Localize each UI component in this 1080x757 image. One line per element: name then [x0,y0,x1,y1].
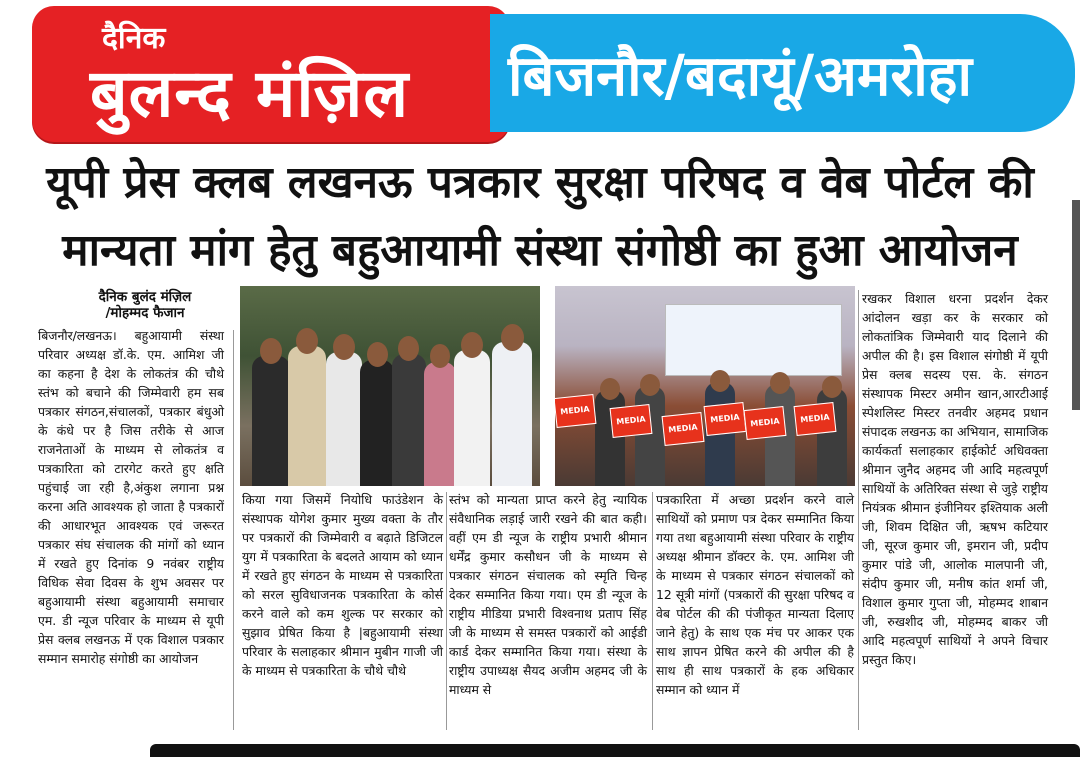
media-sign: MEDIA [662,412,705,446]
adjacent-page-edge [1072,200,1080,410]
media-sign: MEDIA [610,404,653,438]
media-sign: MEDIA [704,402,747,436]
masthead-title: बुलन्द मंज़िल [90,55,410,132]
article-column-1: बिजनौर/लखनऊ। बहुआयामी संस्था परिवार अध्यक्ष डॉ.के. एम. आमिश जी का कहना है देश के लोकतंत्र की चौथे स्तंभ को बचाने की जिम्मेवारी हम सब पत्रकार संगठन,संचालकों, पत्रकार बंधुओ के कंधे पर है जिस तरीके से आज राजनेताओं के माध्यम से लोकतंत्र व पत्रकारिता को टारगेट करते हुए क्षति पहुंचाई जा रही है,अंकुश लगाना प्रश्न करना अति आवश्यक हो जाता है पत्रकारों की आधारभूत आवश्यक एवं जरूरत पत्रकार संघ संचालक की मांगों को ध्यान में रखते हुए दिनांक 9 नवंबर राष्ट्रीय विधिक सेवा दिवस के शुभ अवसर पर बहुआयामी संस्था बहुआयामी समाचार एम. डी न्यूज परिवार के माध्यम से यूपी प्रेस क्लब लखनऊ में एक विशाल पत्रकार सम्मान समारोह संगोष्ठी का आयोजन [38,328,224,666]
byline-paper: दैनिक बुलंद मंज़िल [98,289,192,305]
headline-line-1: यूपी प्रेस क्लब लखनऊ पत्रकार सुरक्षा परिषद व वेब पोर्टल की [46,157,1034,208]
media-sign: MEDIA [744,406,787,440]
media-sign: MEDIA [555,394,596,428]
masthead-region: बिजनौर/बदायूं/अमरोहा [508,44,973,109]
stage-banner [665,304,842,376]
masthead-logo-block [32,6,510,142]
article-column-4: पत्रकारिता में अच्छा प्रदर्शन करने वाले साथियों को प्रमाण पत्र देकर सम्मानित किया गया तथा बहुआयामी संस्था परिवार के राष्ट्रीय अध्यक्ष श्रीमान डॉक्टर के. एम. आमिश जी के माध्यम से पत्रकार संगठन संचालकों को 12 सूत्री मांगों (पत्रकारों की सुरक्षा परिषद व वेब पोर्टल की की पंजीकृत मान्यता दिलाए जाने हेतु) के साथ एक मंच पर आकर एक साथ ज्ञापन प्रेषित करने की अपील की है साथ ही साथ पत्रकारों के हक अधिकार सम्मान को ध्यान में [656,492,854,697]
article-column-2: किया गया जिसमें नियोधि फाउंडेशन के संस्थापक योगेश कुमार मुख्य वक्ता के तौर पर पत्रकारों की जिम्मेवारी व बढ़ाते डिजिटल युग में पत्रकारिता के बदलते आयाम को ध्यान में रखते हुए संगठन के माध्यम से पत्रकारिता को सरल सुविधाजनक पत्रकारिता के कोर्स करने वाले को कम शुल्क पर सरकार को सुझाव प्रेषित किया है |बहुआयामी संस्था परिवार के सलाहकार श्रीमान मुबीन गाजी जी के माध्यम से पत्रकारिता के चौथे चौथे [242,492,443,678]
media-sign: MEDIA [794,402,837,436]
column-divider [233,330,234,730]
column-divider [446,492,447,730]
column-divider [652,492,653,730]
stage-photo [555,286,855,486]
article-column-5: रखकर विशाल धरना प्रदर्शन देकर आंदोलन खड़ा कर के सरकार को लोकतांत्रिक जिम्मेवारी याद दिलाने की अपील की है। इस विशाल संगोष्ठी में यूपी प्रेस क्लब सदस्य एस. के. संगठन संस्थापक मिस्टर अमीन खान,आरटीआई स्पेशलिस्ट मिस्टर तनवीर अहमद प्रधान संपादक लखनऊ का अभियान, सामाजिक कार्यकर्ता सलाहकार हाईकोर्ट अधिवक्ता श्रीमान जुनैद अहमद जी आदि महत्वपूर्ण साथियों के अतिरिक्त संस्था से जुड़े राष्ट्रीय नियंत्रक श्रीमान इंजीनियर इश्तियाक अली जी, शिवम दिक्षित जी, ऋषभ कटियार जी, सूरज कुमार जी, इमरान जी, प्रदीप कुमार पांडे जी, आलोक मालपानी जी, संदीप कुमार जी, मनीष कांत शर्मा जी, विशाल कुमार गुप्ता जी, मोहम्मद शाबान जी, रुखशीद जी, मोहम्मद बाकर जी आदि महत्वपूर्ण साथियों ने अपने विचार प्रस्तुत किए। [862,291,1048,667]
masthead-region-banner [490,14,1075,132]
headline-line-2: मान्यता मांग हेतु बहुआयामी संस्था संगोष्ठी का हुआ आयोजन [62,225,1018,276]
next-headline-strip [150,744,1080,757]
byline [60,289,230,321]
masthead-small-title: दैनिक [102,21,166,56]
column-divider [858,290,859,730]
byline-reporter: /मोहम्मद फैजान [105,305,185,321]
group-photo [240,286,540,486]
article-column-3: स्तंभ को मान्यता प्राप्त करने हेतु न्यायिक संवैधानिक लड़ाई जारी रखने की बात कही। वहीं एम डी न्यूज के राष्ट्रीय प्रभारी श्रीमान धर्मेंद्र कुमार कसौधन जी के माध्यम से पत्रकार संगठन संचालक को स्मृति चिन्ह देकर सम्मानित किया गया। एम डी न्यूज के राष्ट्रीय मीडिया प्रभारी विश्वनाथ प्रताप सिंह जी के माध्यम से समस्त पत्रकारों को आईडी कार्ड देकर सम्मानित किया गया। संस्था के राष्ट्रीय उपाध्यक्ष सैयद अजीम अहमद जी के माध्यम से [449,492,647,697]
